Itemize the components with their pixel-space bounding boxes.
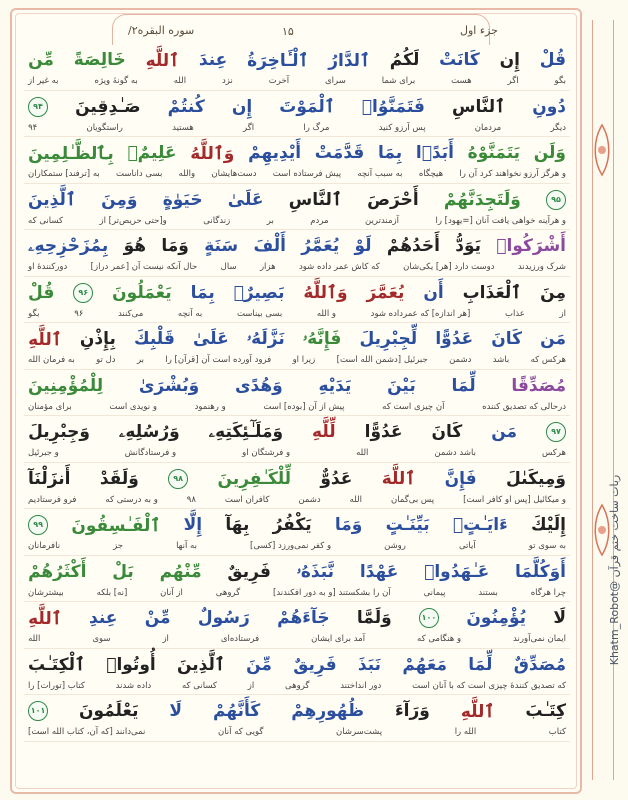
- arabic-word: ٱلْفَـٰسِقُونَ: [71, 515, 161, 536]
- translation-word: به [ترفند] ستمکاران: [28, 169, 100, 179]
- translation-word: هست: [451, 76, 472, 86]
- translation-word: اگر: [507, 76, 519, 86]
- verse-line: [24, 230, 570, 277]
- translation-word: دشمن: [298, 494, 321, 505]
- translation-word: بگو: [28, 308, 40, 319]
- arabic-word: بَيْنَ: [387, 375, 416, 396]
- arabic-word: بِمَا: [378, 143, 403, 163]
- persian-translation-row: [28, 539, 566, 553]
- arabic-word: بِهَآ: [225, 515, 250, 535]
- arabic-word: عَلَىٰ: [227, 189, 264, 210]
- translation-word: گروهی: [215, 587, 241, 598]
- arabic-text-row: [28, 466, 566, 492]
- translation-word: زندگانی: [203, 215, 231, 226]
- translation-word: بستند: [478, 587, 498, 598]
- arabic-word: لِّجِبْرِيلَ: [359, 329, 418, 349]
- arabic-word: بِٱلظَّـٰلِمِينَ: [28, 143, 114, 164]
- arabic-word: عَدُوًّا: [364, 422, 403, 442]
- arabic-word: مِّنْ: [144, 608, 171, 628]
- arabic-text-row: [28, 373, 566, 399]
- arabic-word: مِّنَ: [246, 654, 272, 675]
- arabic-word: كَانَ: [491, 329, 523, 349]
- arabic-word: أَبَدًۢا: [415, 143, 454, 163]
- arabic-word: إِلَّا: [183, 515, 203, 535]
- translation-word: مرگ را: [303, 122, 330, 133]
- translation-word: دوست دارد [هر] یکی‌شان: [403, 262, 495, 272]
- persian-translation-row: [28, 586, 566, 600]
- arabic-text-row: [28, 605, 566, 631]
- arabic-word: إِن: [499, 50, 520, 70]
- arabic-text-row: [28, 140, 566, 166]
- translation-word: جز: [113, 541, 124, 551]
- translation-word: هیچگاه: [418, 169, 444, 179]
- arabic-word: قُلْ: [539, 50, 566, 70]
- arabic-word: ظُهُورِهِمْ: [291, 701, 365, 721]
- arabic-word: لِّمَا: [468, 654, 493, 675]
- arabic-word: صَـٰدِقِينَ: [75, 96, 141, 117]
- arabic-word: عَلِيمٌۢ: [127, 143, 177, 163]
- arabic-word: مِنَ: [540, 282, 566, 303]
- arabic-word: بِمُزَحْزِحِهِۦ: [28, 236, 109, 256]
- arabic-word: ٱلْكِتَـٰبَ: [28, 655, 85, 675]
- verse-lines: [24, 44, 570, 742]
- arabic-word: سَنَةٍ: [204, 236, 239, 256]
- translation-word: بسی داناست: [116, 169, 163, 179]
- side-ornament-strip: [586, 0, 619, 800]
- arabic-word: ٱلَّذِينَ: [176, 655, 225, 675]
- arabic-word: نَبَذَ: [357, 654, 382, 675]
- arabic-word: أَشْرَكُوا۟: [496, 236, 566, 256]
- translation-word: به آنچه: [177, 308, 203, 319]
- translation-word: باشد: [492, 355, 510, 365]
- translation-word: شرک ورزیدند: [517, 262, 566, 272]
- translation-word: هرکس که: [530, 355, 566, 365]
- translation-word: به آنها: [176, 541, 197, 551]
- verse-end-marker: ۱۰۱: [28, 701, 48, 721]
- translation-word: و به درستی که: [105, 494, 158, 505]
- translation-word: کتاب [تورات] را: [28, 680, 85, 691]
- arabic-text-row: [28, 559, 566, 585]
- arabic-word: وَرَآءَ: [394, 701, 430, 721]
- arabic-word: فَإِنَّ: [444, 468, 477, 489]
- translation-word: از: [559, 308, 566, 319]
- verse-line: [24, 370, 570, 417]
- translation-word: بسی بیناست: [236, 308, 283, 319]
- arabic-word: عَدُوٌّ: [320, 468, 353, 489]
- arabic-word: هُوَ: [123, 236, 147, 256]
- verse-line: [24, 649, 570, 696]
- arabic-word: بِمَا: [190, 282, 215, 303]
- arabic-word: أُوتُوا۟: [106, 654, 156, 675]
- arabic-word: أَوَكُلَّمَا: [515, 561, 566, 582]
- translation-word: الله: [173, 76, 187, 86]
- arabic-word: رَسُولٌ: [197, 608, 250, 628]
- translation-word: که تصدیق کنندهٔ چیزی است که با آنان است: [412, 680, 566, 691]
- persian-translation-row: [28, 260, 566, 274]
- translation-word: عذاب: [504, 308, 525, 319]
- arabic-word: يَدَيْهِ: [318, 375, 352, 396]
- translation-word: مردمان: [474, 122, 502, 133]
- arabic-word: أَحْرَصَ: [367, 189, 419, 210]
- translation-word: دیگر: [550, 122, 566, 133]
- translation-word: پیش از آن [بوده] است: [263, 401, 345, 412]
- arabic-word: يَعْلَمُونَ: [78, 701, 139, 721]
- translation-word: به فرمان الله: [28, 355, 75, 365]
- arabic-word: ٱلنَّاسِ: [288, 190, 342, 210]
- mushaf-page: [10, 8, 582, 794]
- translation-word: ۹۴: [28, 122, 38, 133]
- arabic-text-row: [28, 187, 566, 213]
- translation-word: بگو: [554, 76, 566, 86]
- arabic-text-row: [28, 326, 566, 352]
- arabic-word: أَلْفَ: [253, 236, 286, 256]
- arabic-word: وَلَقَدْ: [99, 468, 139, 489]
- verse-line: [24, 184, 570, 231]
- arabic-word: حَيَوٰةٍ: [162, 189, 203, 210]
- arabic-word: قُلْ: [28, 282, 55, 303]
- arabic-word: مِّن: [28, 50, 54, 70]
- arabic-word: وَمَلَـٰٓئِكَتِهِۦ: [208, 422, 284, 442]
- translation-word: و هرآینه خواهی یافت آنان [=یهود] را: [435, 215, 566, 226]
- persian-translation-row: [28, 167, 566, 181]
- persian-translation-row: [28, 121, 566, 135]
- persian-translation-row: [28, 679, 566, 693]
- arabic-word: قَلْبِكَ: [133, 329, 175, 349]
- verse-line: [24, 137, 570, 184]
- translation-word: و هرگز آرزو نخواهند کرد آن را: [459, 169, 566, 179]
- translation-word: برای شما: [381, 76, 416, 86]
- translation-word: الله را: [454, 727, 477, 737]
- translation-word: دل تو: [96, 355, 116, 365]
- translation-word: زیرا او: [292, 355, 316, 365]
- persian-translation-row: [28, 400, 566, 414]
- verse-line: [24, 509, 570, 556]
- translation-word: و میکائیل [پس او کافر است]: [463, 494, 566, 505]
- arabic-word: ٱلدَّارُ: [328, 50, 371, 71]
- translation-word: پیمانی: [423, 587, 446, 598]
- translation-word: اگر: [243, 122, 255, 133]
- arabic-word: كَانَتْ: [439, 50, 480, 70]
- arabic-word: مِّنْهُم: [159, 561, 202, 582]
- arabic-word: عِندِ: [89, 608, 118, 628]
- verse-line: [24, 556, 570, 603]
- arabic-word: ٱلنَّاسِ: [451, 97, 506, 117]
- translation-word: به گونهٔ ویژه: [94, 76, 138, 86]
- translation-word: [نه] بلکه: [96, 587, 128, 598]
- translation-word: فرستاده‌ای: [220, 634, 260, 644]
- arabic-word: نَزَّلَهُۥ: [246, 329, 285, 349]
- persian-translation-row: [28, 632, 566, 646]
- arabic-word: وَٱللَّهُ: [190, 143, 235, 164]
- verse-end-marker: ۹۸: [168, 469, 188, 489]
- watermark-caption: ربات ساخت ختم قرآن @Khatm_Robot: [608, 474, 621, 666]
- arabic-word: يَوَدُّ: [455, 236, 481, 256]
- translation-word: آخرت: [268, 76, 290, 86]
- translation-word: مردم: [310, 215, 329, 226]
- arabic-word: بِإِذْنِ: [79, 329, 116, 349]
- persian-translation-row: [28, 725, 566, 739]
- translation-word: الله: [356, 448, 369, 458]
- translation-word: داده شدند: [115, 680, 152, 691]
- arabic-word: كُنتُمْ: [167, 96, 205, 117]
- translation-word: کافران است: [224, 494, 270, 505]
- arabic-word: لِّمَا: [451, 375, 476, 396]
- arabic-word: ٱللَّهِ: [460, 701, 495, 722]
- translation-word: نزد: [222, 76, 233, 86]
- arabic-word: ٱللَّهَ: [381, 469, 416, 489]
- translation-word: که کاش عمر داده شود: [298, 262, 380, 272]
- translation-word: [هر اندازه] که عمرداده شود: [370, 308, 471, 319]
- translation-word: نمی‌دانند [که آن، کتاب الله است]: [28, 727, 146, 737]
- arabic-word: عَهْدًا: [359, 561, 399, 582]
- verse-line: [24, 44, 570, 91]
- floral-ornament-icon: [589, 120, 615, 180]
- arabic-word: مُصَدِّقٌ: [513, 654, 566, 675]
- translation-word: به غیر از: [28, 76, 59, 86]
- arabic-word: أَن: [423, 282, 444, 303]
- page-number: ۱۵: [282, 25, 294, 38]
- arabic-word: وَلَن: [533, 143, 566, 163]
- translation-word: پس بی‌گمان: [390, 494, 435, 505]
- arabic-word: دُونِ: [532, 96, 566, 117]
- arabic-word: مَن: [540, 329, 566, 349]
- translation-word: باشد دشمن: [434, 448, 476, 458]
- verse-line: [24, 695, 570, 742]
- arabic-word: فَرِيقٌ: [227, 561, 271, 582]
- translation-word: و[حتی حریص‌تر] از: [99, 215, 167, 226]
- translation-word: بر: [266, 215, 274, 226]
- arabic-word: لَوْ: [354, 236, 372, 256]
- verse-line: [24, 91, 570, 138]
- arabic-word: بَيِّنَـٰتٍ: [385, 515, 430, 535]
- verse-line: [24, 416, 570, 463]
- arabic-word: بَلْ: [112, 561, 134, 582]
- translation-word: راستگویان: [86, 122, 123, 133]
- translation-word: به سوی تو: [528, 541, 566, 551]
- translation-word: گروهی: [285, 680, 310, 691]
- arabic-word: لِلْمُؤْمِنِينَ: [28, 375, 104, 396]
- arabic-word: أَحَدُهُمْ: [386, 236, 440, 256]
- translation-word: برای مؤمنان: [28, 401, 72, 412]
- arabic-word: ٱلْـَٔاخِرَةُ: [247, 50, 309, 71]
- arabic-word: ٱلْعَذَابِ: [462, 283, 522, 303]
- arabic-word: ٱلَّذِينَ: [28, 190, 76, 210]
- translation-word: هستید: [172, 122, 194, 133]
- arabic-word: وَلَمَّا: [356, 608, 392, 628]
- arabic-word: وَمَا: [161, 236, 189, 256]
- arabic-word: أَكْثَرُهُمْ: [28, 561, 87, 582]
- translation-word: از: [247, 680, 255, 691]
- page-header: [12, 10, 580, 44]
- arabic-word: وَمَا: [334, 515, 363, 535]
- translation-word: کسانی که: [28, 215, 64, 226]
- translation-word: آیاتی: [458, 541, 476, 551]
- translation-word: و کفر نمی‌ورزد [کسی]: [250, 541, 332, 551]
- arabic-word: يَتَمَنَّوْهُ: [467, 143, 521, 163]
- persian-translation-row: [28, 74, 566, 88]
- translation-word: آن را بشکستند [و به دور افکندند]: [273, 587, 391, 598]
- translation-word: درحالی که تصدیق کننده: [482, 401, 566, 412]
- persian-translation-row: [28, 214, 566, 228]
- arabic-word: خَالِصَةً: [73, 50, 126, 70]
- translation-word: و فرشتگان او: [242, 448, 291, 458]
- arabic-word: ءَايَـٰتٍۭ: [452, 515, 508, 535]
- arabic-word: عَدُوًّا: [435, 329, 474, 349]
- arabic-word: كَأَنَّهُمْ: [213, 701, 261, 721]
- verse-end-marker: ۹۵: [546, 190, 566, 210]
- arabic-word: عِندَ: [198, 50, 228, 70]
- translation-word: سرای: [325, 76, 346, 86]
- translation-word: و فرستادگانش: [124, 448, 177, 458]
- translation-word: دست‌هایشان: [211, 169, 257, 179]
- translation-word: بر: [136, 355, 144, 365]
- translation-word: ۹۶: [74, 308, 84, 319]
- translation-word: از: [162, 634, 169, 644]
- arabic-text-row: [28, 47, 566, 73]
- arabic-word: كَانَ: [431, 422, 463, 442]
- arabic-word: مَعَهُمْ: [402, 654, 447, 675]
- arabic-word: أَنزَلْنَآ: [28, 468, 71, 489]
- translation-word: آزمندترین: [365, 215, 399, 226]
- arabic-word: يُؤْمِنُونَ: [466, 608, 526, 628]
- arabic-word: فَإِنَّهُۥ: [302, 329, 342, 349]
- juz-title: جزء اول: [460, 24, 498, 37]
- translation-word: پیش فرستاده است: [272, 169, 342, 179]
- translation-word: سوی: [92, 634, 111, 644]
- translation-word: و الله: [316, 308, 337, 319]
- translation-word: و رهنمود: [194, 401, 226, 412]
- translation-word: و هنگامی که: [417, 634, 462, 644]
- arabic-text-row: [28, 280, 566, 306]
- translation-word: الله: [349, 494, 362, 505]
- translation-word: ۹۸: [186, 494, 196, 505]
- translation-word: کسانی که: [182, 680, 217, 691]
- arabic-text-row: [28, 698, 566, 724]
- arabic-word: وَرُسُلِهِۦ: [118, 422, 180, 442]
- arabic-word: ٱللَّهِ: [28, 608, 62, 629]
- translation-word: الله: [28, 634, 41, 644]
- translation-word: روشن: [384, 541, 406, 551]
- arabic-word: يَكْفُرُ: [272, 515, 312, 535]
- arabic-word: مَن: [491, 422, 518, 442]
- verse-line: [24, 323, 570, 370]
- translation-word: دور انداختند: [340, 680, 382, 691]
- arabic-text-row: [28, 652, 566, 678]
- translation-word: گویی که آنان: [217, 727, 264, 737]
- translation-word: پشت‌سرشان: [336, 727, 383, 737]
- translation-word: نافرمانان: [28, 541, 61, 551]
- verse-line: [24, 602, 570, 649]
- translation-word: و جبرئیل: [28, 448, 59, 458]
- arabic-word: وَٱللَّهُ: [303, 283, 348, 303]
- verse-line: [24, 463, 570, 510]
- verse-end-marker: ۹۶: [73, 283, 93, 303]
- arabic-word: يُعَمَّرَ: [366, 282, 405, 303]
- arabic-word: وَمِيكَىٰلَ: [505, 468, 566, 489]
- arabic-word: لَكُمُ: [389, 50, 420, 70]
- translation-word: بیشترشان: [28, 587, 64, 598]
- translation-word: دورکنندهٔ او: [28, 262, 68, 272]
- arabic-word: لِّلْكَـٰفِرِينَ: [217, 468, 292, 489]
- persian-translation-row: [28, 307, 566, 321]
- translation-word: به سبب آنچه: [357, 169, 403, 179]
- arabic-text-row: [28, 512, 566, 538]
- arabic-word: وَجِبْرِيلَ: [28, 422, 90, 442]
- arabic-word: عَلَىٰ: [192, 329, 229, 349]
- translation-word: کتاب: [548, 727, 566, 737]
- arabic-text-row: [28, 233, 566, 259]
- arabic-word: ٱلْمَوْتَ: [279, 97, 335, 117]
- arabic-word: وَبُشْرَىٰ: [138, 375, 200, 396]
- translation-word: پس آرزو کنید: [378, 122, 426, 133]
- translation-word: و نویدی است: [109, 401, 157, 412]
- translation-word: چرا هرگاه: [530, 587, 566, 598]
- translation-word: ایمان نمی‌آورند: [513, 634, 566, 644]
- arabic-word: لَا: [169, 701, 183, 721]
- arabic-word: بَصِيرٌۢ: [233, 282, 285, 303]
- arabic-word: إِلَيْكَ: [531, 515, 566, 535]
- translation-word: جبرئیل [دشمن الله است]: [336, 355, 428, 365]
- translation-word: والله: [178, 169, 196, 179]
- translation-word: هزار: [259, 262, 276, 272]
- translation-word: می‌کنند: [117, 308, 144, 319]
- verse-end-marker: ۹۹: [28, 515, 48, 535]
- arabic-word: أَيْدِيهِمْ: [248, 143, 302, 163]
- arabic-word: يَعْمَلُونَ: [112, 282, 172, 303]
- arabic-word: ٱللَّهِ: [28, 329, 62, 350]
- arabic-word: لِّلَّهِ: [312, 422, 336, 442]
- arabic-word: كِتَـٰبَ: [525, 701, 566, 721]
- translation-word: فرو فرستادیم: [28, 494, 77, 505]
- persian-translation-row: [28, 446, 566, 460]
- arabic-word: وَهُدًى: [234, 375, 283, 396]
- translation-word: آن چیزی است که: [382, 401, 445, 412]
- arabic-text-row: [28, 419, 566, 445]
- arabic-word: ٱللَّهِ: [145, 50, 180, 71]
- arabic-word: فَتَمَنَّوُا۟: [361, 96, 425, 117]
- translation-word: آمد برای ایشان: [311, 634, 366, 644]
- translation-word: هرکس: [541, 448, 566, 458]
- translation-word: فرود آورده است آن [قرآن] را: [165, 355, 272, 365]
- verse-end-marker: ۹۴: [28, 97, 48, 117]
- translation-word: سال: [220, 262, 237, 272]
- arabic-word: يُعَمَّرُ: [301, 236, 340, 256]
- arabic-word: مُصَدِّقًا: [511, 375, 566, 396]
- arabic-word: قَدَّمَتْ: [314, 143, 365, 163]
- arabic-text-row: [28, 94, 566, 120]
- verse-line: [24, 277, 570, 324]
- surah-title: سوره البقره۲/: [128, 24, 195, 37]
- verse-end-marker: ۹۷: [546, 422, 566, 442]
- persian-translation-row: [28, 353, 566, 367]
- persian-translation-row: [28, 493, 566, 507]
- translation-word: از آنان: [160, 587, 183, 598]
- arabic-word: إِن: [231, 96, 253, 117]
- arabic-word: عَـٰهَدُوا۟: [424, 561, 490, 582]
- verse-end-marker: ۱۰۰: [419, 608, 439, 628]
- arabic-word: لَا: [553, 608, 566, 628]
- arabic-word: جَآءَهُمْ: [277, 608, 330, 628]
- translation-word: حال آنکه نیست آن [عمر دراز]: [90, 262, 198, 272]
- arabic-word: فَرِيقٌ: [293, 654, 337, 675]
- arabic-word: نَّبَذَهُۥ: [296, 561, 335, 582]
- translation-word: دشمن: [449, 355, 472, 365]
- arabic-word: وَلَتَجِدَنَّهُمْ: [443, 189, 521, 210]
- arabic-word: وَمِنَ: [101, 189, 138, 210]
